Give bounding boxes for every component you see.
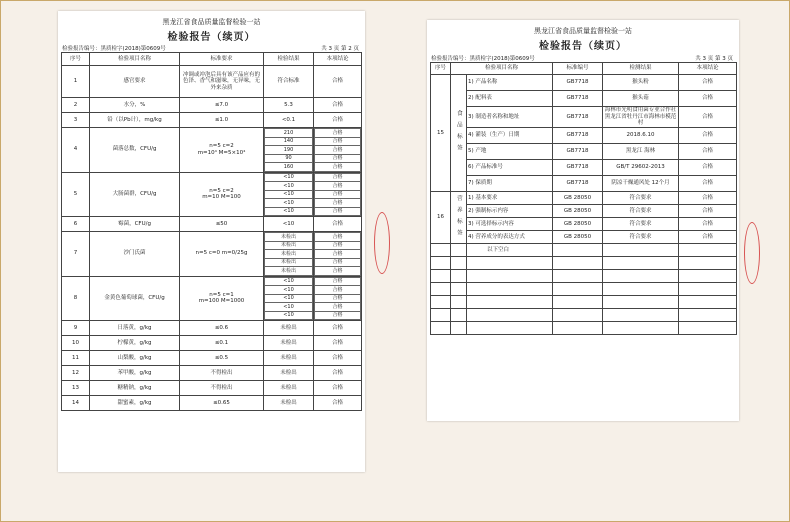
- table-row: [62, 396, 362, 411]
- column-header: 本项结论: [314, 53, 362, 66]
- standard-requirement: ≤50: [180, 217, 264, 232]
- table-row: [431, 176, 737, 192]
- table-row: [431, 75, 737, 91]
- blank-row: [431, 270, 737, 283]
- conclusion-value: 合格: [679, 231, 737, 244]
- column-header: 本项结论: [679, 63, 737, 75]
- empty-cell: [603, 257, 679, 270]
- column-header: 序号: [431, 63, 451, 75]
- conclusion-value: 合格: [314, 396, 362, 411]
- column-header: 检测结果: [603, 63, 679, 75]
- report-title: 检验报告（续页）: [167, 32, 256, 43]
- item-name: 大肠菌群，CFU/g: [90, 172, 180, 217]
- conclusion-value: 合格: [315, 241, 361, 250]
- table-row: [431, 218, 737, 231]
- conclusion-value: 合格: [314, 381, 362, 396]
- blank-row: [431, 296, 737, 309]
- table-row: [431, 205, 737, 218]
- item-name: 4) 营养成分的表达方式: [467, 231, 553, 244]
- conclusion-value: 合格: [314, 217, 362, 232]
- row-number: 13: [62, 381, 90, 396]
- result-value: 未检出: [265, 241, 313, 250]
- result-value: 未检出: [264, 351, 314, 366]
- empty-cell: [679, 270, 737, 283]
- item-name: 2) 配料表: [467, 91, 553, 107]
- empty-cell: [451, 257, 467, 270]
- item-name: 4) 灌装（生产）日期: [467, 128, 553, 144]
- conclusion-value: 合格: [679, 218, 737, 231]
- result-value: <10: [265, 182, 313, 191]
- conclusion-cell: [314, 128, 362, 173]
- empty-cell: [451, 270, 467, 283]
- blank-row: [431, 309, 737, 322]
- result-value: <0.1: [264, 113, 314, 128]
- item-name: 1) 基本要求: [467, 192, 553, 205]
- standard-number: GB7718: [553, 91, 603, 107]
- page-info: 共 3 页 第 3 页: [695, 56, 733, 62]
- table-row: [62, 98, 362, 113]
- result-value: 海林市光明食用菌专业合作社 黑龙江省牡丹江市海林市模范村: [603, 107, 679, 128]
- red-seal-stamp: [744, 222, 760, 284]
- conclusion-value: 合格: [314, 366, 362, 381]
- empty-cell: [603, 244, 679, 257]
- standard-requirement: ≤0.65: [180, 396, 264, 411]
- empty-cell: [679, 296, 737, 309]
- table-row: [62, 113, 362, 128]
- empty-cell: [467, 283, 553, 296]
- standard-requirement: n=5 c=1 m=100 M=1000: [180, 276, 264, 321]
- row-number: 15: [431, 75, 451, 192]
- row-number: 14: [62, 396, 90, 411]
- table-row: [62, 321, 362, 336]
- result-value: 符合要求: [603, 231, 679, 244]
- column-header: 序号: [62, 53, 90, 66]
- conclusion-cell: [314, 172, 362, 217]
- row-number: 10: [62, 336, 90, 351]
- empty-cell: [451, 296, 467, 309]
- standard-number: GB7718: [553, 128, 603, 144]
- empty-cell: [431, 283, 451, 296]
- result-value: 210: [265, 129, 313, 138]
- table-row: [431, 144, 737, 160]
- conclusion-value: 合格: [314, 66, 362, 98]
- blank-row: [431, 283, 737, 296]
- empty-cell: [679, 322, 737, 335]
- row-number: 9: [62, 321, 90, 336]
- result-value: 未检出: [265, 267, 313, 276]
- empty-cell: [431, 257, 451, 270]
- item-name: 苯甲酸，g/kg: [90, 366, 180, 381]
- table-row: [62, 217, 362, 232]
- conclusion-value: 合格: [314, 351, 362, 366]
- result-value: 160: [265, 163, 313, 172]
- standard-number: GB 28050: [553, 231, 603, 244]
- empty-cell: [603, 309, 679, 322]
- conclusion-value: 合格: [315, 182, 361, 191]
- table-row: [431, 107, 737, 128]
- conclusion-value: 合格: [679, 107, 737, 128]
- conclusion-value: 合格: [315, 173, 361, 182]
- standard-requirement: 冲调或冲泡后具有该产品应有的色泽、香气和滋味，无异味，无外来杂质: [180, 66, 264, 98]
- result-cell: [264, 128, 314, 173]
- table-row: [62, 381, 362, 396]
- empty-cell: [467, 309, 553, 322]
- result-cell: [264, 172, 314, 217]
- empty-cell: [603, 270, 679, 283]
- item-name: 水分，%: [90, 98, 180, 113]
- result-value: <10: [265, 173, 313, 182]
- blank-row: [431, 244, 737, 257]
- result-value: 90: [265, 154, 313, 163]
- result-value: 未检出: [265, 258, 313, 267]
- item-name: 感官要求: [90, 66, 180, 98]
- row-number: 4: [62, 128, 90, 173]
- empty-cell: [467, 257, 553, 270]
- conclusion-value: 合格: [315, 137, 361, 146]
- conclusion-value: 合格: [314, 98, 362, 113]
- empty-cell: [431, 270, 451, 283]
- table-row: [431, 192, 737, 205]
- conclusion-value: 合格: [315, 286, 361, 295]
- empty-cell: [679, 244, 737, 257]
- conclusion-value: 合格: [315, 163, 361, 172]
- result-value: 黑龙江 海林: [603, 144, 679, 160]
- item-name: 山梨酸，g/kg: [90, 351, 180, 366]
- table-row: [62, 66, 362, 98]
- standard-number: GB7718: [553, 144, 603, 160]
- row-number: 2: [62, 98, 90, 113]
- result-value: <10: [265, 207, 313, 216]
- blank-row: [431, 257, 737, 270]
- result-cell: [264, 232, 314, 277]
- category-label: 食品标签: [451, 75, 467, 192]
- standard-number: GB 28050: [553, 205, 603, 218]
- conclusion-value: 合格: [315, 277, 361, 286]
- item-name: 沙门氏菌: [90, 232, 180, 277]
- empty-cell: [603, 296, 679, 309]
- conclusion-value: 合格: [315, 199, 361, 208]
- conclusion-value: 合格: [679, 75, 737, 91]
- table-row: [62, 232, 362, 277]
- conclusion-value: 合格: [315, 311, 361, 320]
- blank-note: 以下空白: [467, 244, 553, 257]
- table-row: [62, 172, 362, 217]
- conclusion-value: 合格: [315, 154, 361, 163]
- conclusion-value: 合格: [315, 129, 361, 138]
- item-name: 5) 产地: [467, 144, 553, 160]
- result-value: 未检出: [265, 233, 313, 242]
- result-value: <10: [265, 311, 313, 320]
- conclusion-value: 合格: [679, 192, 737, 205]
- result-value: 未检出: [265, 250, 313, 259]
- item-name: 柠檬黄，g/kg: [90, 336, 180, 351]
- column-header: 检验项目名称: [90, 53, 180, 66]
- empty-cell: [451, 309, 467, 322]
- red-seal-stamp: [374, 212, 390, 274]
- table-row: [62, 351, 362, 366]
- result-value: GB/T 29602-2013: [603, 160, 679, 176]
- item-name: 糖精钠，g/kg: [90, 381, 180, 396]
- result-value: 未检出: [264, 336, 314, 351]
- table-row: [431, 231, 737, 244]
- header-row: [431, 63, 737, 75]
- item-name: 菌落总数，CFU/g: [90, 128, 180, 173]
- standard-requirement: 不得检出: [180, 366, 264, 381]
- report-number: 检验报告编号：黑质检字(2018)第0609号: [62, 46, 166, 52]
- result-value: 140: [265, 137, 313, 146]
- empty-cell: [679, 309, 737, 322]
- result-value: 5.3: [264, 98, 314, 113]
- column-header: 标准要求: [180, 53, 264, 66]
- standard-requirement: ≤0.6: [180, 321, 264, 336]
- item-name: 6) 产品标准号: [467, 160, 553, 176]
- result-value: 符合标准: [264, 66, 314, 98]
- result-value: 符合要求: [603, 218, 679, 231]
- empty-cell: [553, 283, 603, 296]
- report-title: 检验报告（续页）: [539, 41, 627, 52]
- table-row: [431, 128, 737, 144]
- empty-cell: [679, 283, 737, 296]
- empty-cell: [467, 322, 553, 335]
- conclusion-value: 合格: [679, 144, 737, 160]
- conclusion-value: 合格: [679, 205, 737, 218]
- standard-requirement: ≤1.0: [180, 113, 264, 128]
- item-name: 7) 保质期: [467, 176, 553, 192]
- row-number: 6: [62, 217, 90, 232]
- conclusion-value: 合格: [679, 128, 737, 144]
- conclusion-value: 合格: [314, 336, 362, 351]
- empty-cell: [603, 283, 679, 296]
- result-value: <10: [264, 217, 314, 232]
- result-value: 190: [265, 146, 313, 155]
- standard-requirement: n=5 c=0 m=0/25g: [180, 232, 264, 277]
- table-row: [62, 366, 362, 381]
- row-number: 11: [62, 351, 90, 366]
- category-label: 营养标签: [451, 192, 467, 244]
- table-row: [62, 336, 362, 351]
- item-name: 日落黄，g/kg: [90, 321, 180, 336]
- empty-cell: [467, 270, 553, 283]
- empty-cell: [451, 244, 467, 257]
- page-info: 共 3 页 第 2 页: [321, 46, 359, 52]
- standard-requirement: 不得检出: [180, 381, 264, 396]
- item-name: 霉菌，CFU/g: [90, 217, 180, 232]
- result-value: 未检出: [264, 381, 314, 396]
- empty-cell: [451, 322, 467, 335]
- conclusion-value: 合格: [315, 303, 361, 312]
- empty-cell: [603, 322, 679, 335]
- item-name: 3) 制造者名称和地址: [467, 107, 553, 128]
- conclusion-cell: [314, 232, 362, 277]
- label-table: [430, 62, 737, 335]
- result-cell: [264, 276, 314, 321]
- row-number: 7: [62, 232, 90, 277]
- conclusion-value: 合格: [315, 258, 361, 267]
- empty-cell: [553, 244, 603, 257]
- standard-requirement: ≤7.0: [180, 98, 264, 113]
- result-value: <10: [265, 277, 313, 286]
- conclusion-value: 合格: [315, 250, 361, 259]
- empty-cell: [431, 309, 451, 322]
- result-value: <10: [265, 199, 313, 208]
- standard-requirement: ≤0.5: [180, 351, 264, 366]
- item-name: 甜蜜素，g/kg: [90, 396, 180, 411]
- conclusion-value: 合格: [314, 321, 362, 336]
- empty-cell: [553, 309, 603, 322]
- item-name: 1) 产品名称: [467, 75, 553, 91]
- standard-requirement: n=5 c=2 m=10 M=100: [180, 172, 264, 217]
- standard-number: GB 28050: [553, 192, 603, 205]
- empty-cell: [431, 322, 451, 335]
- conclusion-value: 合格: [314, 113, 362, 128]
- row-number: 3: [62, 113, 90, 128]
- result-value: <10: [265, 294, 313, 303]
- org-name: 黑龙江省食品质量监督检验一站: [162, 18, 261, 26]
- conclusion-value: 合格: [315, 207, 361, 216]
- row-number: 8: [62, 276, 90, 321]
- row-number: 12: [62, 366, 90, 381]
- empty-cell: [553, 257, 603, 270]
- standard-number: GB 28050: [553, 218, 603, 231]
- standard-requirement: ≤0.1: [180, 336, 264, 351]
- column-header: 标准编号: [553, 63, 603, 75]
- result-value: 未检出: [264, 366, 314, 381]
- conclusion-cell: [314, 276, 362, 321]
- result-value: 未检出: [264, 321, 314, 336]
- item-name: 2) 强制标示内容: [467, 205, 553, 218]
- result-value: 符合要求: [603, 192, 679, 205]
- item-name: 金黄色葡萄球菌，CFU/g: [90, 276, 180, 321]
- report-page-2: [58, 11, 365, 472]
- standard-number: GB7718: [553, 75, 603, 91]
- column-header: 检验结果: [264, 53, 314, 66]
- result-value: 猴头粉: [603, 75, 679, 91]
- conclusion-value: 合格: [679, 160, 737, 176]
- row-number: 16: [431, 192, 451, 244]
- blank-row: [431, 322, 737, 335]
- item-name: 3) 可选择标示内容: [467, 218, 553, 231]
- row-number: 1: [62, 66, 90, 98]
- table-row: [62, 276, 362, 321]
- conclusion-value: 合格: [315, 146, 361, 155]
- conclusion-value: 合格: [679, 91, 737, 107]
- conclusion-value: 合格: [679, 176, 737, 192]
- empty-cell: [431, 244, 451, 257]
- standard-number: GB7718: [553, 107, 603, 128]
- result-table: [61, 52, 362, 411]
- header-row: [62, 53, 362, 66]
- result-value: <10: [265, 286, 313, 295]
- empty-cell: [431, 296, 451, 309]
- result-value: <10: [265, 303, 313, 312]
- conclusion-value: 合格: [315, 294, 361, 303]
- item-name: 铅（以Pb计），mg/kg: [90, 113, 180, 128]
- empty-cell: [553, 270, 603, 283]
- conclusion-value: 合格: [315, 233, 361, 242]
- table-row: [62, 128, 362, 173]
- standard-requirement: n=5 c=2 m=10⁴ M=5×10⁴: [180, 128, 264, 173]
- report-page-3: [427, 20, 739, 421]
- result-value: 2018.6.10: [603, 128, 679, 144]
- standard-number: GB7718: [553, 176, 603, 192]
- org-name: 黑龙江省食品质量监督检验一站: [534, 27, 632, 35]
- column-header: 检验项目名称: [451, 63, 553, 75]
- empty-cell: [679, 257, 737, 270]
- conclusion-value: 合格: [315, 267, 361, 276]
- result-value: <10: [265, 190, 313, 199]
- result-value: 未检出: [264, 396, 314, 411]
- result-value: 符合要求: [603, 205, 679, 218]
- standard-number: GB7718: [553, 160, 603, 176]
- report-number: 检验报告编号：黑质检字(2018)第0609号: [431, 56, 535, 62]
- row-number: 5: [62, 172, 90, 217]
- result-value: 阴凉干燥通风处 12个月: [603, 176, 679, 192]
- result-value: 猴头菇: [603, 91, 679, 107]
- empty-cell: [451, 283, 467, 296]
- conclusion-value: 合格: [315, 190, 361, 199]
- table-row: [431, 91, 737, 107]
- empty-cell: [553, 296, 603, 309]
- table-row: [431, 160, 737, 176]
- empty-cell: [467, 296, 553, 309]
- empty-cell: [553, 322, 603, 335]
